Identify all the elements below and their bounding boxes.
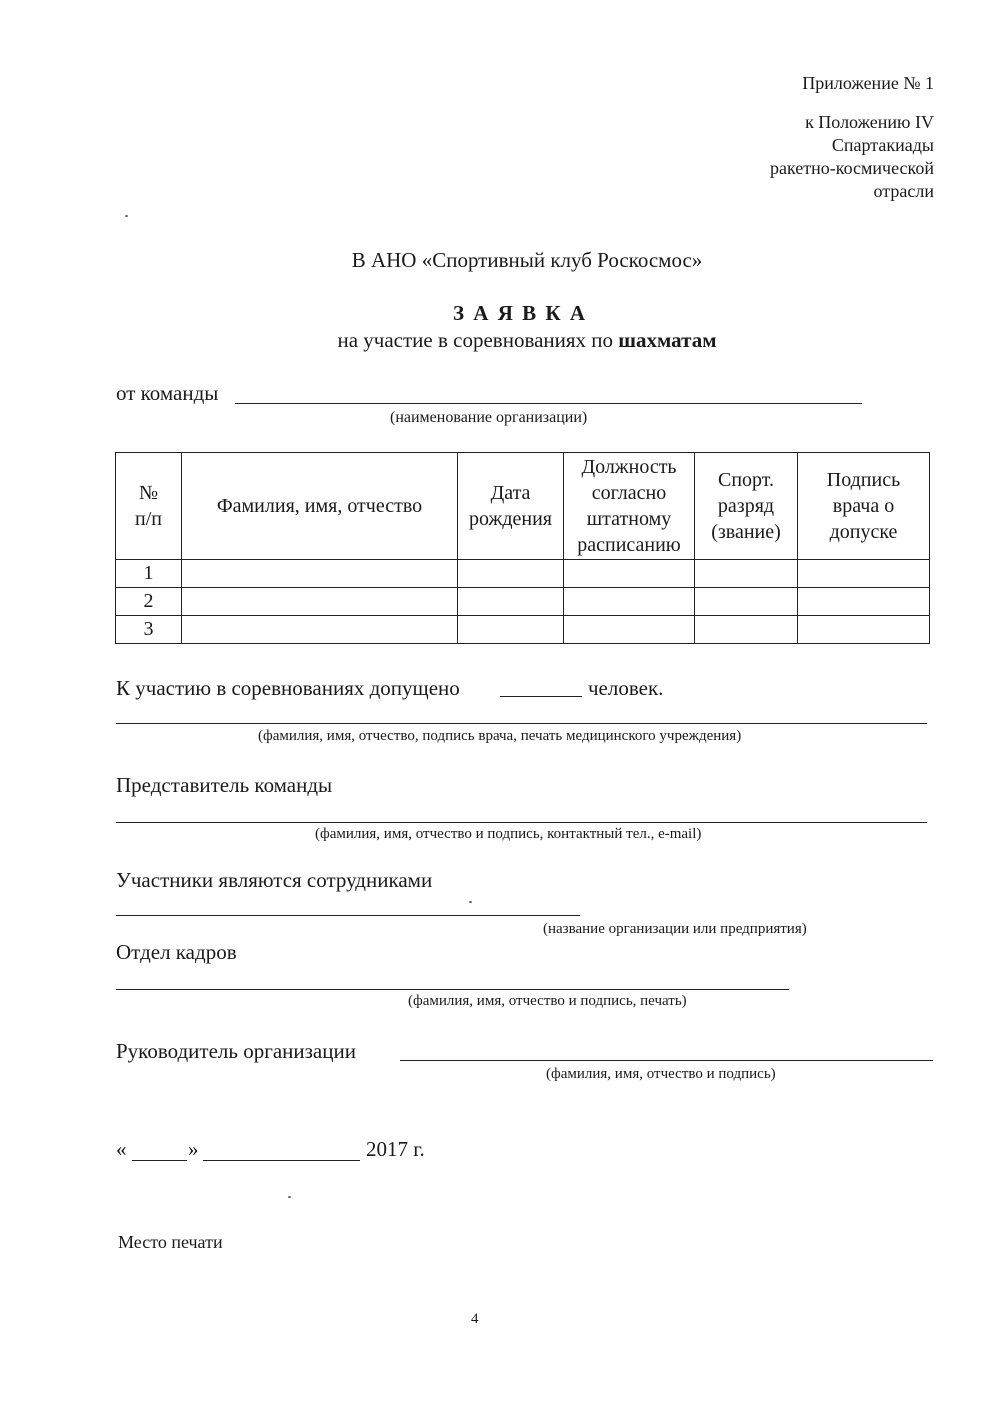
employer-field[interactable] xyxy=(116,915,580,916)
cell-sport-rank[interactable] xyxy=(695,588,798,616)
team-field[interactable] xyxy=(235,403,862,404)
date-month-field[interactable] xyxy=(203,1160,360,1161)
employees-label: Участники являются сотрудниками xyxy=(116,868,433,892)
row-number: 2 xyxy=(116,588,182,616)
cell-position[interactable] xyxy=(564,616,695,644)
cell-birth-date[interactable] xyxy=(458,616,564,644)
header-doctor-signature: Подпись врача о допуске xyxy=(798,453,930,560)
representative-field[interactable] xyxy=(116,822,927,823)
appendix-header xyxy=(770,72,934,203)
cell-doctor-signature[interactable] xyxy=(798,560,930,588)
cell-position[interactable] xyxy=(564,588,695,616)
table-row xyxy=(116,560,930,588)
row-number: 3 xyxy=(116,616,182,644)
stamp-place-label: Место печати xyxy=(118,1232,223,1252)
scan-speck xyxy=(288,1196,291,1198)
date-year: 2017 г. xyxy=(366,1137,425,1161)
header-full-name: Фамилия, имя, отчество xyxy=(182,453,458,560)
appendix-regulation: к Положению IV xyxy=(805,112,934,132)
cell-sport-rank[interactable] xyxy=(695,616,798,644)
date-close-quote: » xyxy=(188,1137,199,1161)
appendix-spartakiad: Спартакиады xyxy=(831,135,934,155)
subtitle-prefix: на участие в соревнованиях по xyxy=(337,328,614,352)
table-row xyxy=(116,616,930,644)
admitted-suffix: человек. xyxy=(588,676,664,700)
header-birth-date: Дата рождения xyxy=(458,453,564,560)
appendix-branch: отрасли xyxy=(873,181,934,201)
document-subtitle xyxy=(0,328,1000,353)
hr-caption: (фамилия, имя, отчество и подпись, печать) xyxy=(408,993,687,1009)
hr-label: Отдел кадров xyxy=(116,940,237,964)
scan-speck xyxy=(125,215,128,217)
cell-full-name[interactable] xyxy=(182,588,458,616)
team-label: от команды xyxy=(116,381,219,405)
hr-field[interactable] xyxy=(116,989,789,990)
appendix-number: Приложение № 1 xyxy=(802,73,934,93)
page-number: 4 xyxy=(471,1311,479,1327)
table-row xyxy=(116,588,930,616)
cell-birth-date[interactable] xyxy=(458,588,564,616)
admitted-count-field[interactable] xyxy=(500,696,582,697)
header-sport-rank: Спорт. разряд (звание) xyxy=(695,453,798,560)
date-open-quote: « xyxy=(116,1137,127,1161)
subtitle-sport: шахматам xyxy=(618,328,717,352)
scan-speck xyxy=(469,901,472,903)
date-day-field[interactable] xyxy=(132,1160,187,1161)
participants-table xyxy=(115,452,930,644)
appendix-industry: ракетно-космической xyxy=(769,158,934,178)
representative-label: Представитель команды xyxy=(116,773,333,797)
cell-full-name[interactable] xyxy=(182,560,458,588)
doctor-signature-field[interactable] xyxy=(116,723,927,724)
representative-caption: (фамилия, имя, отчество и подпись, контактный тел., e-mail) xyxy=(315,826,702,842)
addressee: В АНО «Спортивный клуб Роскосмос» xyxy=(351,248,703,272)
head-field[interactable] xyxy=(400,1060,933,1061)
cell-sport-rank[interactable] xyxy=(695,560,798,588)
cell-birth-date[interactable] xyxy=(458,560,564,588)
head-caption: (фамилия, имя, отчество и подпись) xyxy=(546,1066,776,1082)
cell-full-name[interactable] xyxy=(182,616,458,644)
cell-doctor-signature[interactable] xyxy=(798,588,930,616)
cell-position[interactable] xyxy=(564,560,695,588)
head-label: Руководитель организации xyxy=(116,1039,356,1063)
admitted-prefix: К участию в соревнованиях допущено xyxy=(116,676,460,700)
doctor-caption: (фамилия, имя, отчество, подпись врача, печать медицинского учреждения) xyxy=(258,728,742,744)
row-number: 1 xyxy=(116,560,182,588)
header-position: Должность согласно штатному расписанию xyxy=(564,453,695,560)
cell-doctor-signature[interactable] xyxy=(798,616,930,644)
table-header-row xyxy=(116,453,930,560)
header-number: № п/п xyxy=(116,453,182,560)
team-caption: (наименование организации) xyxy=(390,409,588,426)
document-title: З А Я В К А xyxy=(452,301,588,325)
employer-caption: (название организации или предприятия) xyxy=(543,921,807,937)
